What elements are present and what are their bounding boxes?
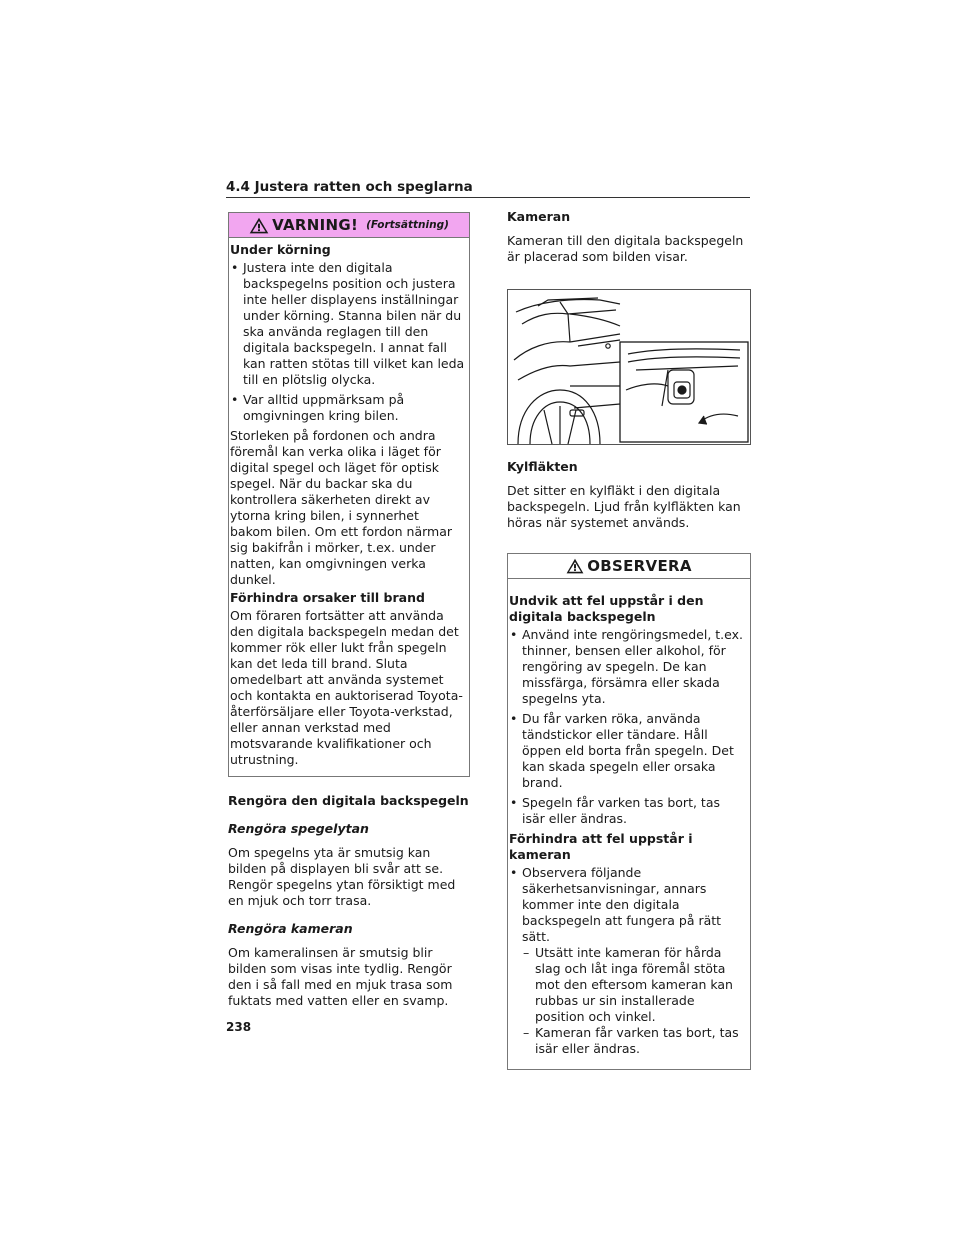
list-item [509,865,746,1057]
warning-icon [249,217,269,234]
fan-heading: Kylfläkten [507,459,578,474]
fan-text: Det sitter en kylfläkt i den digitala backspegeln. Ljud från kylfläkten kan höras när systemet används. [507,483,741,530]
list-item: • Var alltid uppmärksam på omgivningen kring bilen. [230,392,465,424]
list-item: – Kameran får varken tas bort, tas isär eller ändras. [522,1025,746,1057]
cleaning-paragraph-mirror: Om spegelns yta är smutsig kan bilden på displayen bli svår att se. Rengör spegelns ytan försiktigt med en mjuk och torr trasa. [228,845,456,908]
notice-heading-camera: Förhindra att fel uppstår i kameran [509,831,693,862]
warning-heading-fire: Förhindra orsaker till brand [230,590,425,605]
warning-paragraph-size: Storleken på fordonen och andra föremål kan verka olika i läget för digital spegel och läget för optisk spegel. När du backar ska du kontrollera säkerheten direkt av ytorna kring bilen, i synnerhet bakom bilen. Om ett fordon närmar sig bakifrån i mörker, t.ex. under natten, kan omgivningen verka dunkel. [230,428,453,587]
notice-bullets-camera [509,865,746,1057]
notice-dash-list [522,945,746,1057]
caution-icon [566,558,584,574]
cleaning-paragraph-camera: Om kameralinsen är smutsig blir bilden som visas inte tydlig. Rengör den i så fall med en mjuk trasa som fuktats med vatten eller en svamp. [228,945,453,1008]
notice-box [507,553,751,1070]
list-item: • Spegeln får varken tas bort, tas isär eller ändras. [509,795,746,827]
cleaning-heading: Rengöra den digitala backspegeln [228,793,469,808]
section-header: 4.4 Justera ratten och speglarna [226,178,750,198]
warning-continued: (Fortsättning) [366,219,449,231]
warning-paragraph-fire: Om föraren fortsätter att använda den digitala backspegeln medan det kommer rök eller lukt från spegeln kan det leda till brand. Sluta omedelbart att använda systemet och kontakta en auktoriserad Toyota-återförsäljare eller Toyota-verkstad, eller annan verkstad med motsvarande kvalifikationer och utrustning. [230,608,463,767]
cleaning-subheading-camera: Rengöra kameran [228,921,353,936]
notice-bullets-mirror [509,627,746,827]
camera-heading: Kameran [507,209,571,224]
warning-header [229,213,469,238]
camera-text: Kameran till den digitala backspegeln är placerad som bilden visar. [507,233,744,264]
camera-location-illustration [507,289,751,445]
warning-title: VARNING! [272,216,359,234]
list-item: • Använd inte rengöringsmedel, t.ex. thinner, bensen eller alkohol, för rengöring av spegeln. De kan missfärga, försämra eller skada spegelns yta. [509,627,746,707]
warning-box [228,212,470,777]
warning-body [229,238,469,776]
list-item: • Justera inte den digitala backspegelns position och justera inte heller displayens inställningar under körning. Stanna bilen när du ska använda reglagen till den digitala backspegeln. I annat fall kan ratten stötas till vilket kan leda till en plötslig olycka. [230,260,465,388]
left-column [228,212,470,1009]
notice-header [508,554,750,579]
list-item: – Utsätt inte kameran för hårda slag och låt inga föremål stöta mot den eftersom kameran kan rubbas ur sin installerade position och vinkel. [522,945,746,1025]
list-item-text: Observera följande säkerhetsanvisningar, annars kommer inte den digitala backspegeln att fungera på rätt sätt. [522,865,722,944]
notice-title: OBSERVERA [587,557,692,575]
notice-body [508,589,750,1069]
warning-bullets-driving [230,260,465,424]
page-number: 238 [226,1020,252,1034]
cleaning-subheading-mirror: Rengöra spegelytan [228,821,369,836]
right-column [507,209,751,1070]
warning-heading-driving: Under körning [230,242,331,257]
notice-heading-mirror: Undvik att fel uppstår i den digitala backspegeln [509,593,704,624]
list-item: • Du får varken röka, använda tändstickor eller tändare. Håll öppen eld borta från spegeln. Det kan skada spegeln eller orsaka brand. [509,711,746,791]
